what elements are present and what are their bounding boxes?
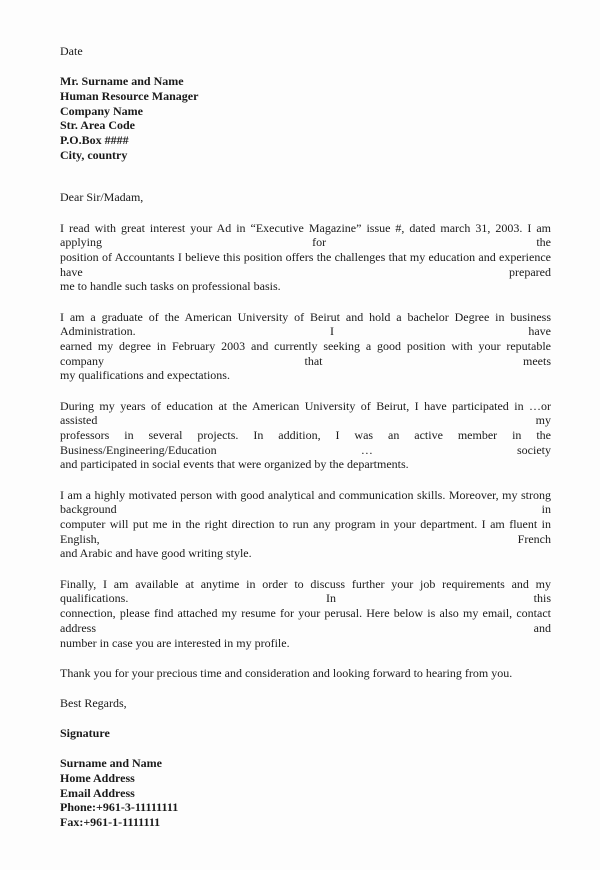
paragraph-1 — [60, 221, 551, 295]
signature-text: Signature — [60, 726, 110, 741]
paragraph-line: position of Accountants I believe this position offers the challenges that my education and experience have prepared — [60, 250, 551, 279]
sender-phone: Phone:+961-3-11111111 — [60, 800, 179, 815]
paragraph-line: I am a graduate of the American University of Beirut and hold a bachelor Degree in business Administration. I have — [60, 309, 551, 339]
recipient-title: Human Resource Manager — [60, 88, 199, 103]
salutation — [60, 190, 551, 205]
paragraph-4 — [60, 488, 551, 562]
closing-text: Best Regards, — [60, 695, 127, 710]
sender-details — [60, 756, 551, 830]
sender-email: Email Address — [60, 785, 135, 800]
paragraph-line: me to handle such tasks on professional basis. — [60, 279, 281, 294]
paragraph-3 — [60, 399, 551, 473]
recipient-city: City, country — [60, 147, 128, 162]
paragraph-line: and Arabic and have good writing style. — [60, 546, 252, 561]
thanks-text: Thank you for your precious time and consideration and looking forward to hearing from you. — [60, 665, 513, 680]
recipient-company: Company Name — [60, 103, 143, 118]
recipient-street: Str. Area Code — [60, 118, 135, 133]
recipient-name: Mr. Surname and Name — [60, 74, 184, 89]
paragraph-line: During my years of education at the American University of Beirut, I have participated in …or assisted my — [60, 398, 551, 428]
paragraph-2 — [60, 310, 551, 384]
paragraph-line: connection, please find attached my resume for your perusal. Here below is also my email, contact address and — [60, 606, 551, 635]
paragraph-line: and participated in social events that were organized by the departments. — [60, 457, 409, 472]
date-text: Date — [60, 44, 83, 58]
paragraph-line: number in case you are interested in my profile. — [60, 635, 290, 650]
closing — [60, 696, 551, 711]
paragraph-line: computer will put me in the right direction to run any program in your department. I am fluent in English, French — [60, 517, 551, 546]
date-line — [60, 44, 551, 59]
salutation-text: Dear Sir/Madam, — [60, 190, 144, 205]
sender-fax: Fax:+961-1-1111111 — [60, 815, 161, 830]
paragraph-line: earned my degree in February 2003 and currently seeking a good position with your reputable company that meets — [60, 339, 551, 368]
sender-name: Surname and Name — [60, 756, 163, 771]
paragraph-5 — [60, 577, 551, 651]
sender-home-address: Home Address — [60, 771, 135, 786]
recipient-pobox: P.O.Box #### — [60, 133, 129, 148]
paragraph-line: I am a highly motivated person with good analytical and communication skills. Moreover, my strong background in — [60, 487, 551, 517]
paragraph-line: Finally, I am available at anytime in order to discuss further your job requirements and my qualifications. In this — [60, 576, 551, 606]
signature — [60, 726, 551, 741]
paragraph-line: my qualifications and expectations. — [60, 368, 230, 383]
paragraph-line: professors in several projects. In addition, I was an active member in the Business/Engineering/Education … society — [60, 428, 551, 457]
thanks-line — [60, 666, 551, 681]
recipient-address — [60, 74, 551, 162]
paragraph-line: I read with great interest your Ad in “Executive Magazine” issue #, dated march 31, 2003. I am applying for the — [60, 220, 551, 250]
